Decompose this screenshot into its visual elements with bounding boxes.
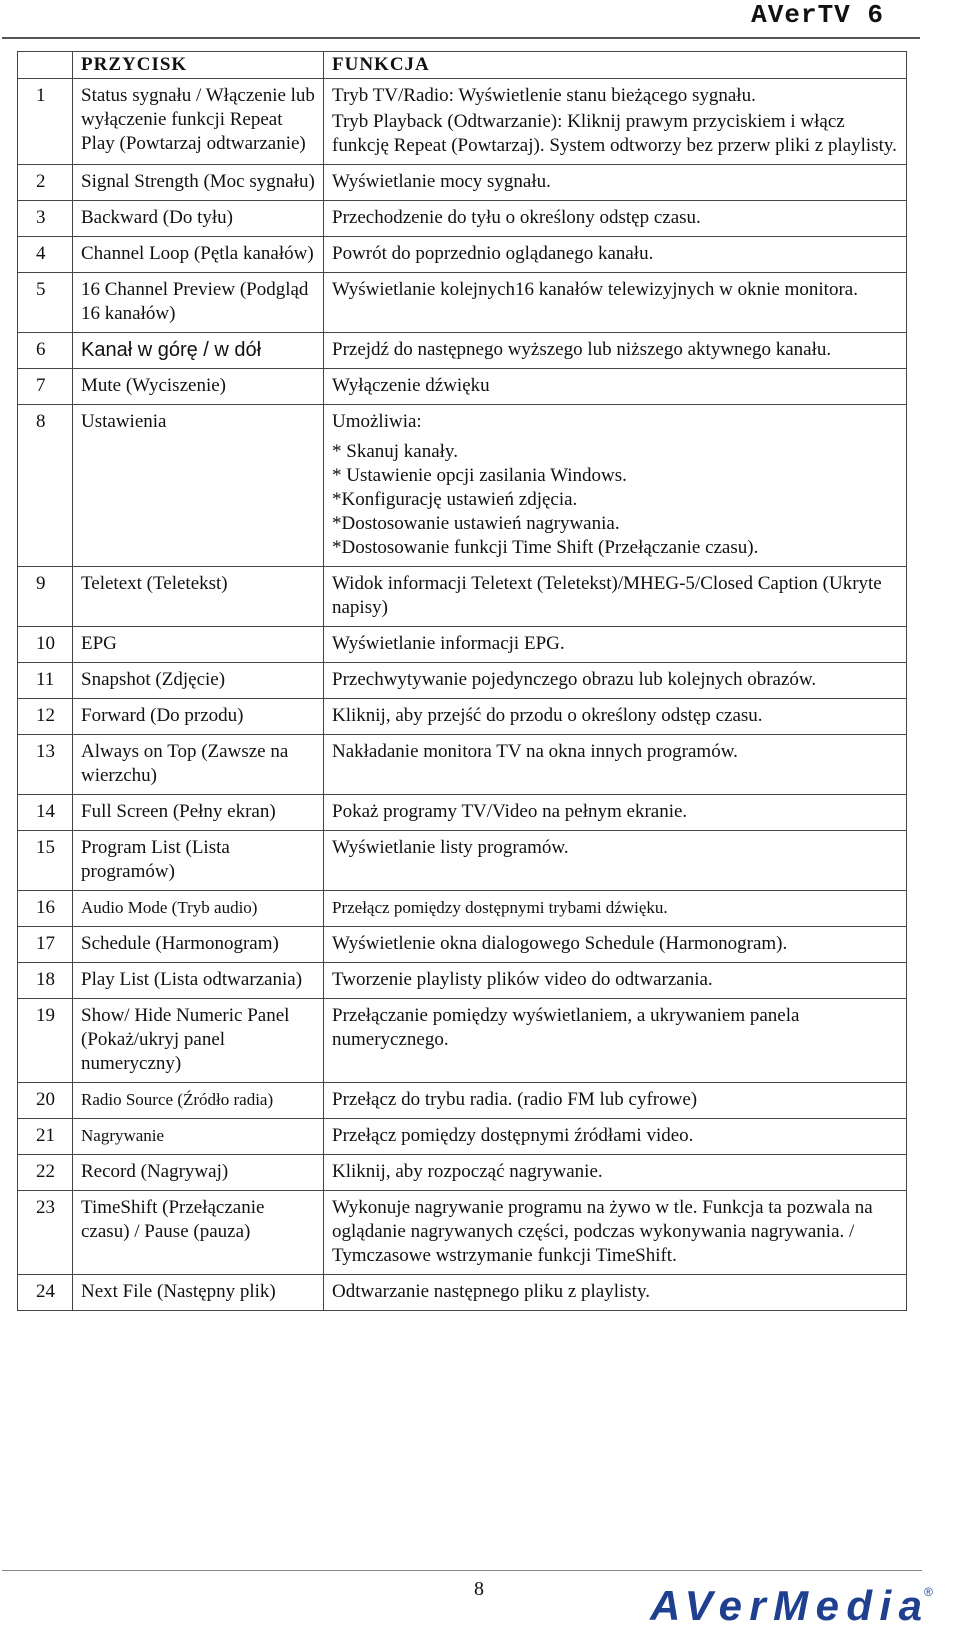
button-function-table — [17, 51, 907, 1311]
function-text-line: Kliknij, aby rozpocząć nagrywanie. — [332, 1161, 603, 1182]
row-number: 7 — [18, 369, 73, 405]
function-text-line: Widok informacji Teletext (Teletekst)/MHEG-5/Closed Caption (Ukryte napisy) — [332, 573, 882, 618]
function-text-line: Wyświetlanie mocy sygnału. — [332, 171, 551, 192]
function-description-cell — [324, 927, 907, 963]
function-description-cell — [324, 369, 907, 405]
function-description-cell — [324, 627, 907, 663]
row-number: 10 — [18, 627, 73, 663]
button-name-cell: Signal Strength (Moc sygnału) — [73, 165, 324, 201]
button-name-cell: EPG — [73, 627, 324, 663]
button-name-cell: Full Screen (Pełny ekran) — [73, 795, 324, 831]
avermedia-logo — [648, 1582, 938, 1626]
function-description-cell — [324, 273, 907, 333]
row-number: 3 — [18, 201, 73, 237]
function-text-line: Powrót do poprzednio oglądanego kanału. — [332, 243, 654, 264]
function-text-line: Wykonuje nagrywanie programu na żywo w tle. Funkcja ta pozwala na oglądanie nagrywanych części, podczas wykonywania nagrywania. / Tymczasowe wstrzymanie funkcji TimeShift. — [332, 1197, 873, 1266]
function-description-cell — [324, 963, 907, 999]
function-text-line: Wyświetlenie okna dialogowego Schedule (Harmonogram). — [332, 933, 788, 954]
function-description-cell — [324, 1191, 907, 1275]
function-description-cell — [324, 663, 907, 699]
function-text-line: Wyświetlanie informacji EPG. — [332, 633, 565, 654]
function-text-line: Umożliwia: — [332, 411, 422, 432]
row-number: 16 — [18, 891, 73, 927]
function-description-cell — [324, 1119, 907, 1155]
function-description-cell — [324, 567, 907, 627]
function-description-cell — [324, 999, 907, 1083]
button-name-cell: Backward (Do tyłu) — [73, 201, 324, 237]
header-button-cell: PRZYCISK — [73, 52, 324, 79]
table-row — [18, 79, 907, 165]
button-name-cell: Forward (Do przodu) — [73, 699, 324, 735]
function-text-line: *Dostosowanie ustawień nagrywania. — [332, 513, 620, 534]
button-name-cell: Program List (Lista programów) — [73, 831, 324, 891]
table-row — [18, 333, 907, 369]
table-row — [18, 165, 907, 201]
page-header-title: AVerTV 6 — [751, 0, 884, 30]
table-row — [18, 405, 907, 567]
function-text-line: Tryb TV/Radio: Wyświetlenie stanu bieżącego sygnału. — [332, 85, 756, 106]
table-row — [18, 699, 907, 735]
table-row — [18, 927, 907, 963]
row-number: 24 — [18, 1275, 73, 1311]
function-description-cell — [324, 1275, 907, 1311]
button-name-cell: Mute (Wyciszenie) — [73, 369, 324, 405]
function-description-cell — [324, 891, 907, 927]
function-text-line: * Skanuj kanały. — [332, 441, 458, 462]
avermedia-logo-text: AVerMedia — [650, 1582, 922, 1626]
function-text-line: Przełącz do trybu radia. (radio FM lub cyfrowe) — [332, 1089, 698, 1110]
row-number: 19 — [18, 999, 73, 1083]
row-number: 12 — [18, 699, 73, 735]
function-description-cell — [324, 201, 907, 237]
function-description-cell — [324, 1155, 907, 1191]
function-description-cell — [324, 79, 907, 165]
row-number: 4 — [18, 237, 73, 273]
table-row — [18, 831, 907, 891]
button-name-cell: Teletext (Teletekst) — [73, 567, 324, 627]
function-text-line: Pokaż programy TV/Video na pełnym ekranie. — [332, 801, 688, 822]
table-row — [18, 567, 907, 627]
button-name-cell: Radio Source (Źródło radia) — [73, 1083, 324, 1119]
button-name-cell: Channel Loop (Pętla kanałów) — [73, 237, 324, 273]
page-number: 8 — [474, 1578, 484, 1600]
table-row — [18, 369, 907, 405]
table-row — [18, 795, 907, 831]
header-divider — [2, 37, 920, 39]
button-name-cell: Schedule (Harmonogram) — [73, 927, 324, 963]
table-row — [18, 1119, 907, 1155]
function-text-line: *Dostosowanie funkcji Time Shift (Przełączanie czasu). — [332, 537, 759, 558]
function-text-line: Wyświetlanie listy programów. — [332, 837, 569, 858]
row-number: 2 — [18, 165, 73, 201]
function-text-line: * Ustawienie opcji zasilania Windows. — [332, 465, 627, 486]
table-row — [18, 1083, 907, 1119]
button-name-cell: TimeShift (Przełączanie czasu) / Pause (pauza) — [73, 1191, 324, 1275]
row-number: 1 — [18, 79, 73, 165]
header-number-cell — [18, 52, 73, 79]
table-header-row — [18, 52, 907, 79]
table-row — [18, 627, 907, 663]
table-row — [18, 663, 907, 699]
button-name-cell: Audio Mode (Tryb audio) — [73, 891, 324, 927]
table-row — [18, 1275, 907, 1311]
button-name-cell: Kanał w górę / w dół — [73, 333, 324, 369]
function-text-line: Przełączanie pomiędzy wyświetlaniem, a ukrywaniem panela numerycznego. — [332, 1005, 800, 1050]
table-row — [18, 273, 907, 333]
row-number: 14 — [18, 795, 73, 831]
function-description-cell — [324, 1083, 907, 1119]
function-description-cell — [324, 405, 907, 567]
function-text-line: Wyświetlanie kolejnych16 kanałów telewizyjnych w oknie monitora. — [332, 279, 858, 300]
row-number: 23 — [18, 1191, 73, 1275]
function-description-cell — [324, 735, 907, 795]
function-text-line: Przejdź do następnego wyższego lub niższego aktywnego kanału. — [332, 339, 832, 360]
button-name-cell: Always on Top (Zawsze na wierzchu) — [73, 735, 324, 795]
function-description-cell — [324, 831, 907, 891]
table-row — [18, 237, 907, 273]
button-name-cell: Ustawienia — [73, 405, 324, 567]
button-name-cell: 16 Channel Preview (Podgląd 16 kanałów) — [73, 273, 324, 333]
function-text-line: Kliknij, aby przejść do przodu o określony odstęp czasu. — [332, 705, 763, 726]
button-name-cell: Nagrywanie — [73, 1119, 324, 1155]
footer-divider — [2, 1570, 922, 1571]
function-description-cell — [324, 333, 907, 369]
table-row — [18, 999, 907, 1083]
function-text-line: Przechodzenie do tyłu o określony odstęp czasu. — [332, 207, 701, 228]
function-description-cell — [324, 795, 907, 831]
row-number: 18 — [18, 963, 73, 999]
function-text-line: Przełącz pomiędzy dostępnymi trybami dźwięku. — [332, 898, 668, 917]
function-text-line: Tryb Playback (Odtwarzanie): Kliknij prawym przyciskiem i włącz funkcję Repeat (Powtarzaj). System odtworzy bez przerw pliki z playlisty. — [332, 111, 897, 156]
button-name-cell: Show/ Hide Numeric Panel (Pokaż/ukryj panel numeryczny) — [73, 999, 324, 1083]
header-function-cell: FUNKCJA — [324, 52, 907, 79]
row-number: 22 — [18, 1155, 73, 1191]
function-text-line: Odtwarzanie następnego pliku z playlisty. — [332, 1281, 650, 1302]
function-text-line: *Konfigurację ustawień zdjęcia. — [332, 489, 578, 510]
table-row — [18, 201, 907, 237]
function-text-line: Wyłączenie dźwięku — [332, 375, 490, 396]
row-number: 15 — [18, 831, 73, 891]
function-description-cell — [324, 237, 907, 273]
row-number: 21 — [18, 1119, 73, 1155]
row-number: 13 — [18, 735, 73, 795]
button-name-cell: Play List (Lista odtwarzania) — [73, 963, 324, 999]
row-number: 8 — [18, 405, 73, 567]
row-number: 6 — [18, 333, 73, 369]
table-row — [18, 963, 907, 999]
function-text-line: Przechwytywanie pojedynczego obrazu lub kolejnych obrazów. — [332, 669, 817, 690]
row-number: 17 — [18, 927, 73, 963]
function-text-line: Przełącz pomiędzy dostępnymi źródłami video. — [332, 1125, 694, 1146]
table-row — [18, 1191, 907, 1275]
button-name-cell: Snapshot (Zdjęcie) — [73, 663, 324, 699]
button-name-cell: Status sygnału / Włączenie lub wyłączenie funkcji Repeat Play (Powtarzaj odtwarzanie) — [73, 79, 324, 165]
function-description-cell — [324, 699, 907, 735]
row-number: 9 — [18, 567, 73, 627]
table-row — [18, 735, 907, 795]
function-description-cell — [324, 165, 907, 201]
table-body — [18, 79, 907, 1311]
logo-registered-mark: ® — [924, 1585, 933, 1599]
function-text-line: Tworzenie playlisty plików video do odtwarzania. — [332, 969, 713, 990]
table-row — [18, 891, 907, 927]
function-text-line: Nakładanie monitora TV na okna innych programów. — [332, 741, 738, 762]
row-number: 5 — [18, 273, 73, 333]
table-row — [18, 1155, 907, 1191]
button-name-cell: Next File (Następny plik) — [73, 1275, 324, 1311]
button-name-cell: Record (Nagrywaj) — [73, 1155, 324, 1191]
row-number: 20 — [18, 1083, 73, 1119]
row-number: 11 — [18, 663, 73, 699]
